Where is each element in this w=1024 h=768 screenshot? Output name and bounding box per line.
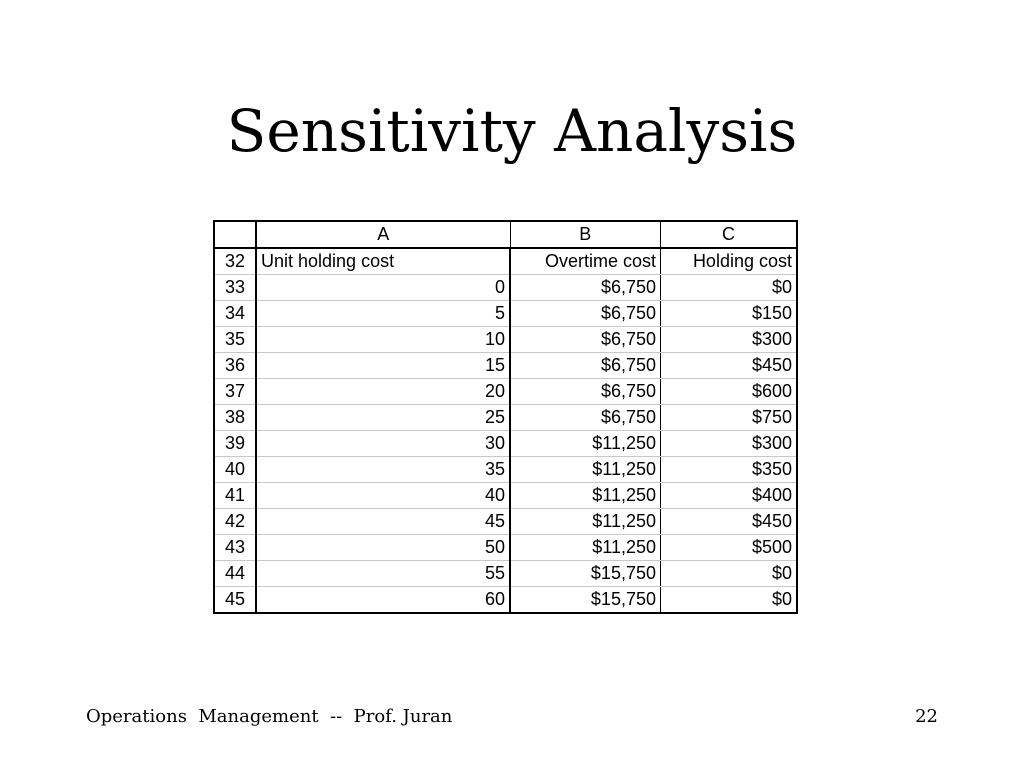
cell-holding-cost[interactable]: $750: [661, 405, 798, 431]
cell-unit-holding-cost[interactable]: 55: [256, 561, 510, 587]
cell-overtime-cost[interactable]: $6,750: [510, 353, 661, 379]
cell-overtime-cost[interactable]: $11,250: [510, 509, 661, 535]
table-row: [214, 405, 797, 431]
cell-overtime-cost[interactable]: $6,750: [510, 301, 661, 327]
cell-unit-holding-cost[interactable]: 30: [256, 431, 510, 457]
row-number[interactable]: 38: [214, 405, 256, 431]
table-row: [214, 275, 797, 301]
cell-overtime-cost[interactable]: $6,750: [510, 405, 661, 431]
table-row: [214, 353, 797, 379]
cell-unit-holding-cost[interactable]: 40: [256, 483, 510, 509]
cell-overtime-cost[interactable]: $6,750: [510, 379, 661, 405]
row-number[interactable]: 34: [214, 301, 256, 327]
cell-unit-holding-cost[interactable]: 10: [256, 327, 510, 353]
cell-overtime-cost[interactable]: $15,750: [510, 561, 661, 587]
cell-unit-holding-cost[interactable]: 20: [256, 379, 510, 405]
cell-holding-cost[interactable]: $0: [661, 587, 798, 614]
cell-overtime-cost[interactable]: $11,250: [510, 483, 661, 509]
cell-overtime-cost[interactable]: $6,750: [510, 275, 661, 301]
slide-title: Sensitivity Analysis: [226, 97, 798, 165]
cell-unit-holding-cost[interactable]: 45: [256, 509, 510, 535]
cell-holding-cost[interactable]: $150: [661, 301, 798, 327]
corner-cell: [214, 221, 256, 248]
header-unit-holding-cost[interactable]: Unit holding cost: [256, 248, 510, 275]
table-row: [214, 561, 797, 587]
page-number: 22: [915, 706, 938, 727]
column-header-row: [214, 221, 797, 248]
table-row: [214, 509, 797, 535]
table-row: [214, 457, 797, 483]
cell-holding-cost[interactable]: $350: [661, 457, 798, 483]
row-number[interactable]: 40: [214, 457, 256, 483]
row-number[interactable]: 33: [214, 275, 256, 301]
table-row: [214, 535, 797, 561]
row-number[interactable]: 36: [214, 353, 256, 379]
header-holding-cost[interactable]: Holding cost: [661, 248, 798, 275]
cell-holding-cost[interactable]: $300: [661, 327, 798, 353]
cell-unit-holding-cost[interactable]: 25: [256, 405, 510, 431]
row-number[interactable]: 43: [214, 535, 256, 561]
cell-unit-holding-cost[interactable]: 15: [256, 353, 510, 379]
cell-overtime-cost[interactable]: $11,250: [510, 457, 661, 483]
cell-holding-cost[interactable]: $300: [661, 431, 798, 457]
spreadsheet-table: [213, 220, 798, 614]
cell-unit-holding-cost[interactable]: 0: [256, 275, 510, 301]
cell-overtime-cost[interactable]: $11,250: [510, 431, 661, 457]
table-header-row: [214, 248, 797, 275]
cell-holding-cost[interactable]: $0: [661, 561, 798, 587]
cell-unit-holding-cost[interactable]: 35: [256, 457, 510, 483]
row-number[interactable]: 41: [214, 483, 256, 509]
cell-holding-cost[interactable]: $600: [661, 379, 798, 405]
table-row: [214, 587, 797, 614]
header-overtime-cost[interactable]: Overtime cost: [510, 248, 661, 275]
row-number[interactable]: 44: [214, 561, 256, 587]
column-header-c[interactable]: C: [661, 221, 798, 248]
footer-course-label: Operations Management -- Prof. Juran: [86, 706, 453, 727]
table-row: [214, 379, 797, 405]
cell-holding-cost[interactable]: $400: [661, 483, 798, 509]
row-number[interactable]: 37: [214, 379, 256, 405]
table-row: [214, 301, 797, 327]
column-header-a[interactable]: A: [256, 221, 510, 248]
row-number[interactable]: 45: [214, 587, 256, 614]
row-number[interactable]: 39: [214, 431, 256, 457]
cell-unit-holding-cost[interactable]: 5: [256, 301, 510, 327]
cell-overtime-cost[interactable]: $6,750: [510, 327, 661, 353]
table-row: [214, 431, 797, 457]
table-row: [214, 327, 797, 353]
row-number[interactable]: 32: [214, 248, 256, 275]
column-header-b[interactable]: B: [510, 221, 661, 248]
cell-holding-cost[interactable]: $450: [661, 509, 798, 535]
row-number[interactable]: 42: [214, 509, 256, 535]
cell-overtime-cost[interactable]: $15,750: [510, 587, 661, 614]
cell-unit-holding-cost[interactable]: 60: [484, 589, 505, 609]
cell-holding-cost[interactable]: $0: [661, 275, 798, 301]
cell-holding-cost[interactable]: $500: [661, 535, 798, 561]
cell-unit-holding-cost[interactable]: 50: [256, 535, 510, 561]
row-number[interactable]: 35: [214, 327, 256, 353]
table-row: [214, 483, 797, 509]
cell-holding-cost[interactable]: $450: [661, 353, 798, 379]
cell-overtime-cost[interactable]: $11,250: [510, 535, 661, 561]
